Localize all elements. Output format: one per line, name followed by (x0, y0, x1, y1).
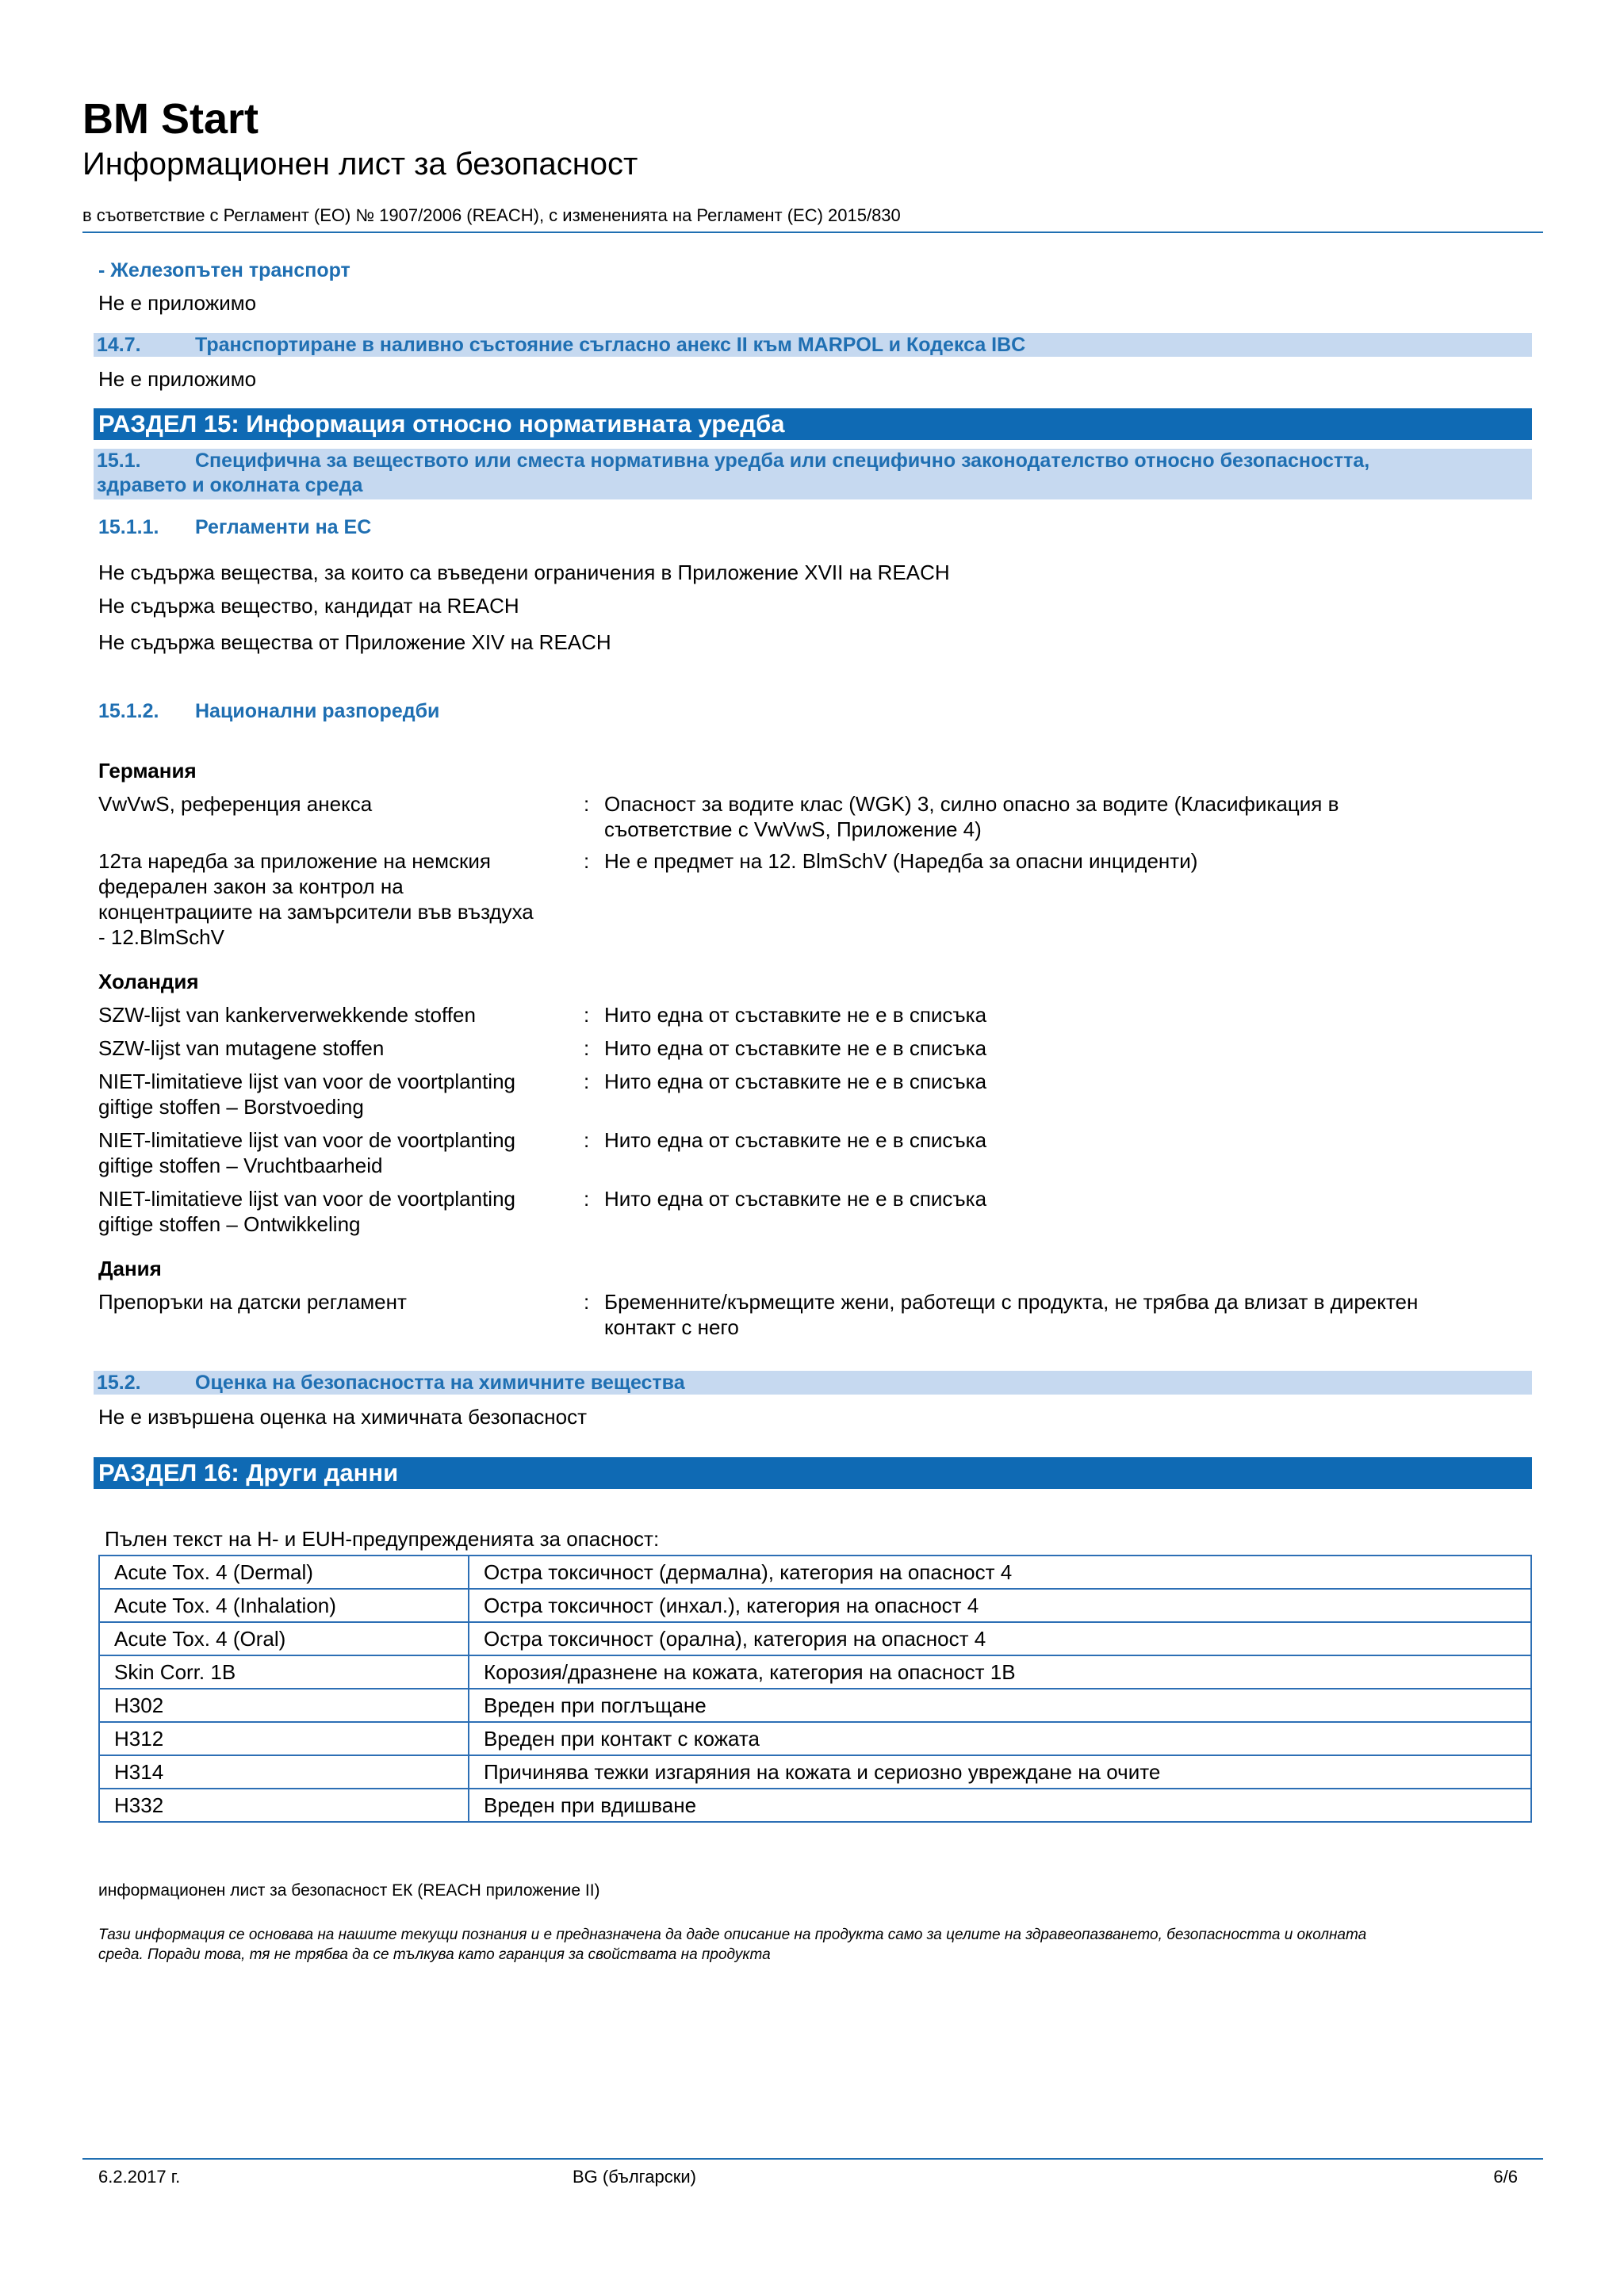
document-title: Информационен лист за безопасност (82, 147, 638, 182)
label-line: 12та наредба за приложение на немския (98, 849, 491, 873)
section-15-2-text: Не е извършена оценка на химичната безопасност (98, 1405, 588, 1429)
hazard-code: Acute Tox. 4 (Inhalation) (99, 1589, 469, 1622)
section-15-title: РАЗДЕЛ 15: Информация относно нормативната уредба (98, 410, 785, 438)
label-line: giftige stoffen – Vruchtbaarheid (98, 1154, 383, 1177)
disclaimer-line: среда. Поради това, тя не трябва да се тълкува като гаранция за свойствата на продукта (98, 1946, 771, 1963)
rail-transport-text: Не е приложимо (98, 291, 257, 315)
footer-page-number: 6/6 (1493, 2167, 1518, 2187)
hazard-statements-table (98, 1555, 1532, 1823)
colon-separator: : (584, 1290, 590, 1314)
table-row (99, 1589, 1531, 1622)
germany-row-label (98, 848, 574, 950)
section-15-1-1-number: 15.1.1. (98, 516, 159, 538)
regulation-reference: в съответствие с Регламент (ЕО) № 1907/2006 (REACH), с измененията на Регламент (ЕС) 2015/830 (82, 205, 901, 225)
label-line: giftige stoffen – Ontwikkeling (98, 1212, 361, 1236)
rail-transport-heading: - Железопътен транспорт (98, 259, 350, 281)
hazard-text: Вреден при контакт с кожата (469, 1722, 1531, 1755)
section-15-1-2-number: 15.1.2. (98, 700, 159, 722)
value-line: Опасност за водите клас (WGK) 3, силно опасно за водите (Класификация в (604, 792, 1339, 816)
colon-separator: : (584, 1070, 590, 1093)
netherlands-row-label (98, 1069, 574, 1119)
colon-separator: : (584, 849, 590, 873)
section-15-2-bar (94, 1371, 1532, 1395)
hazard-code: H314 (99, 1755, 469, 1789)
section-14-7-title: Транспортиране в наливно състояние съгласно анекс II към MARPOL и Кодекса IBC (195, 334, 1026, 356)
eu-regulation-line: Не съдържа вещества, за които са въведени ограничения в Приложение XVII на REACH (98, 561, 950, 584)
table-row (99, 1722, 1531, 1755)
label-line: - 12.BlmSchV (98, 925, 224, 949)
header-divider (82, 232, 1543, 233)
germany-row-value (604, 791, 1524, 842)
label-line: giftige stoffen – Borstvoeding (98, 1095, 364, 1119)
hazard-code: H312 (99, 1722, 469, 1755)
hazard-code: Acute Tox. 4 (Dermal) (99, 1556, 469, 1589)
section-15-2-title: Оценка на безопасността на химичните вещества (195, 1372, 685, 1394)
netherlands-row-value: Нито една от съставките не е в списъка (604, 1187, 987, 1211)
value-line: контакт с него (604, 1315, 739, 1339)
label-line: концентрациите на замърсители във въздуха (98, 900, 534, 924)
colon-separator: : (584, 1003, 590, 1027)
hazard-text: Остра токсичност (дермална), категория на опасност 4 (469, 1556, 1531, 1589)
netherlands-row-value: Нито една от съставките не е в списъка (604, 1070, 987, 1093)
netherlands-row-label: SZW-lijst van kankerverwekkende stoffen (98, 1003, 476, 1027)
label-line: федерален закон за контрол на (98, 874, 404, 898)
denmark-row-value (604, 1289, 1524, 1340)
section-14-7-bar (94, 333, 1532, 357)
section-14-7-text: Не е приложимо (98, 367, 257, 391)
value-line: Бременните/кърмещите жени, работещи с продукта, не трябва да влизат в директен (604, 1290, 1419, 1314)
country-denmark: Дания (98, 1257, 162, 1280)
netherlands-row-label: SZW-lijst van mutagene stoffen (98, 1036, 385, 1060)
table-row (99, 1689, 1531, 1722)
footer-divider (82, 2158, 1543, 2160)
colon-separator: : (584, 1187, 590, 1211)
hazard-code: Acute Tox. 4 (Oral) (99, 1622, 469, 1655)
section-15-1-number: 15.1. (97, 450, 141, 472)
label-line: NIET-limitatieve lijst van voor de voortplanting (98, 1070, 516, 1093)
disclaimer-line: Тази информация се основава на нашите текущи познания и е предназначена да даде описание на продукта само за целите на здравеопазването, безопасността и околната (98, 1927, 1367, 1943)
eu-regulation-line: Не съдържа вещество, кандидат на REACH (98, 594, 519, 618)
hazard-table-caption: Пълен текст на H- и EUH-предупрежденията за опасност: (105, 1527, 660, 1551)
section-15-1-1-title: Регламенти на ЕС (195, 516, 372, 538)
table-row (99, 1755, 1531, 1789)
section-14-7-number: 14.7. (97, 334, 141, 356)
hazard-text: Причинява тежки изгаряния на кожата и сериозно увреждане на очите (469, 1755, 1531, 1789)
table-row (99, 1789, 1531, 1822)
value-line: съответствие с VwVwS, Приложение 4) (604, 817, 982, 841)
section-16-title: РАЗДЕЛ 16: Други данни (98, 1459, 399, 1487)
section-15-1-bar (94, 449, 1532, 499)
hazard-code: Skin Corr. 1B (99, 1655, 469, 1689)
hazard-text: Вреден при поглъщане (469, 1689, 1531, 1722)
hazard-text: Корозия/дразнене на кожата, категория на опасност 1B (469, 1655, 1531, 1689)
table-row (99, 1655, 1531, 1689)
germany-row-label: VwVwS, референция анекса (98, 792, 373, 816)
netherlands-row-value: Нито една от съставките не е в списъка (604, 1003, 987, 1027)
footer-language: BG (български) (573, 2167, 696, 2187)
label-line: NIET-limitatieve lijst van voor de voortplanting (98, 1128, 516, 1152)
netherlands-row-label (98, 1127, 574, 1178)
section-16-header (94, 1457, 1532, 1489)
hazard-text: Остра токсичност (орална), категория на опасност 4 (469, 1622, 1531, 1655)
table-row (99, 1622, 1531, 1655)
product-title: BM Start (82, 95, 259, 143)
denmark-row-label: Препоръки на датски регламент (98, 1290, 407, 1314)
disclaimer (98, 1925, 1542, 1965)
section-15-1-title-line2: здравето и околната среда (97, 474, 363, 496)
colon-separator: : (584, 792, 590, 816)
netherlands-row-value: Нито една от съставките не е в списъка (604, 1036, 987, 1060)
table-row (99, 1556, 1531, 1589)
country-germany: Германия (98, 759, 197, 783)
netherlands-row-value: Нито една от съставките не е в списъка (604, 1128, 987, 1152)
colon-separator: : (584, 1128, 590, 1152)
section-15-1-2-title: Национални разпоредби (195, 700, 440, 722)
section-15-2-number: 15.2. (97, 1372, 141, 1394)
netherlands-row-label (98, 1186, 574, 1237)
germany-row-value: Не е предмет на 12. BlmSchV (Наредба за опасни инциденти) (604, 849, 1198, 873)
hazard-code: H332 (99, 1789, 469, 1822)
hazard-text: Остра токсичност (инхал.), категория на опасност 4 (469, 1589, 1531, 1622)
hazard-text: Вреден при вдишване (469, 1789, 1531, 1822)
label-line: NIET-limitatieve lijst van voor de voortplanting (98, 1187, 516, 1211)
section-15-1-title-line1: Специфична за веществото или сместа нормативна уредба или специфично законодателство относно безопасността, (195, 450, 1370, 472)
country-netherlands: Холандия (98, 970, 199, 993)
hazard-code: H302 (99, 1689, 469, 1722)
footer-date: 6.2.2017 г. (98, 2167, 181, 2187)
sds-note: информационен лист за безопасност ЕК (REACH приложение II) (98, 1881, 600, 1900)
section-15-header (94, 408, 1532, 440)
eu-regulation-line: Не съдържа вещества от Приложение XIV на REACH (98, 630, 611, 654)
colon-separator: : (584, 1036, 590, 1060)
